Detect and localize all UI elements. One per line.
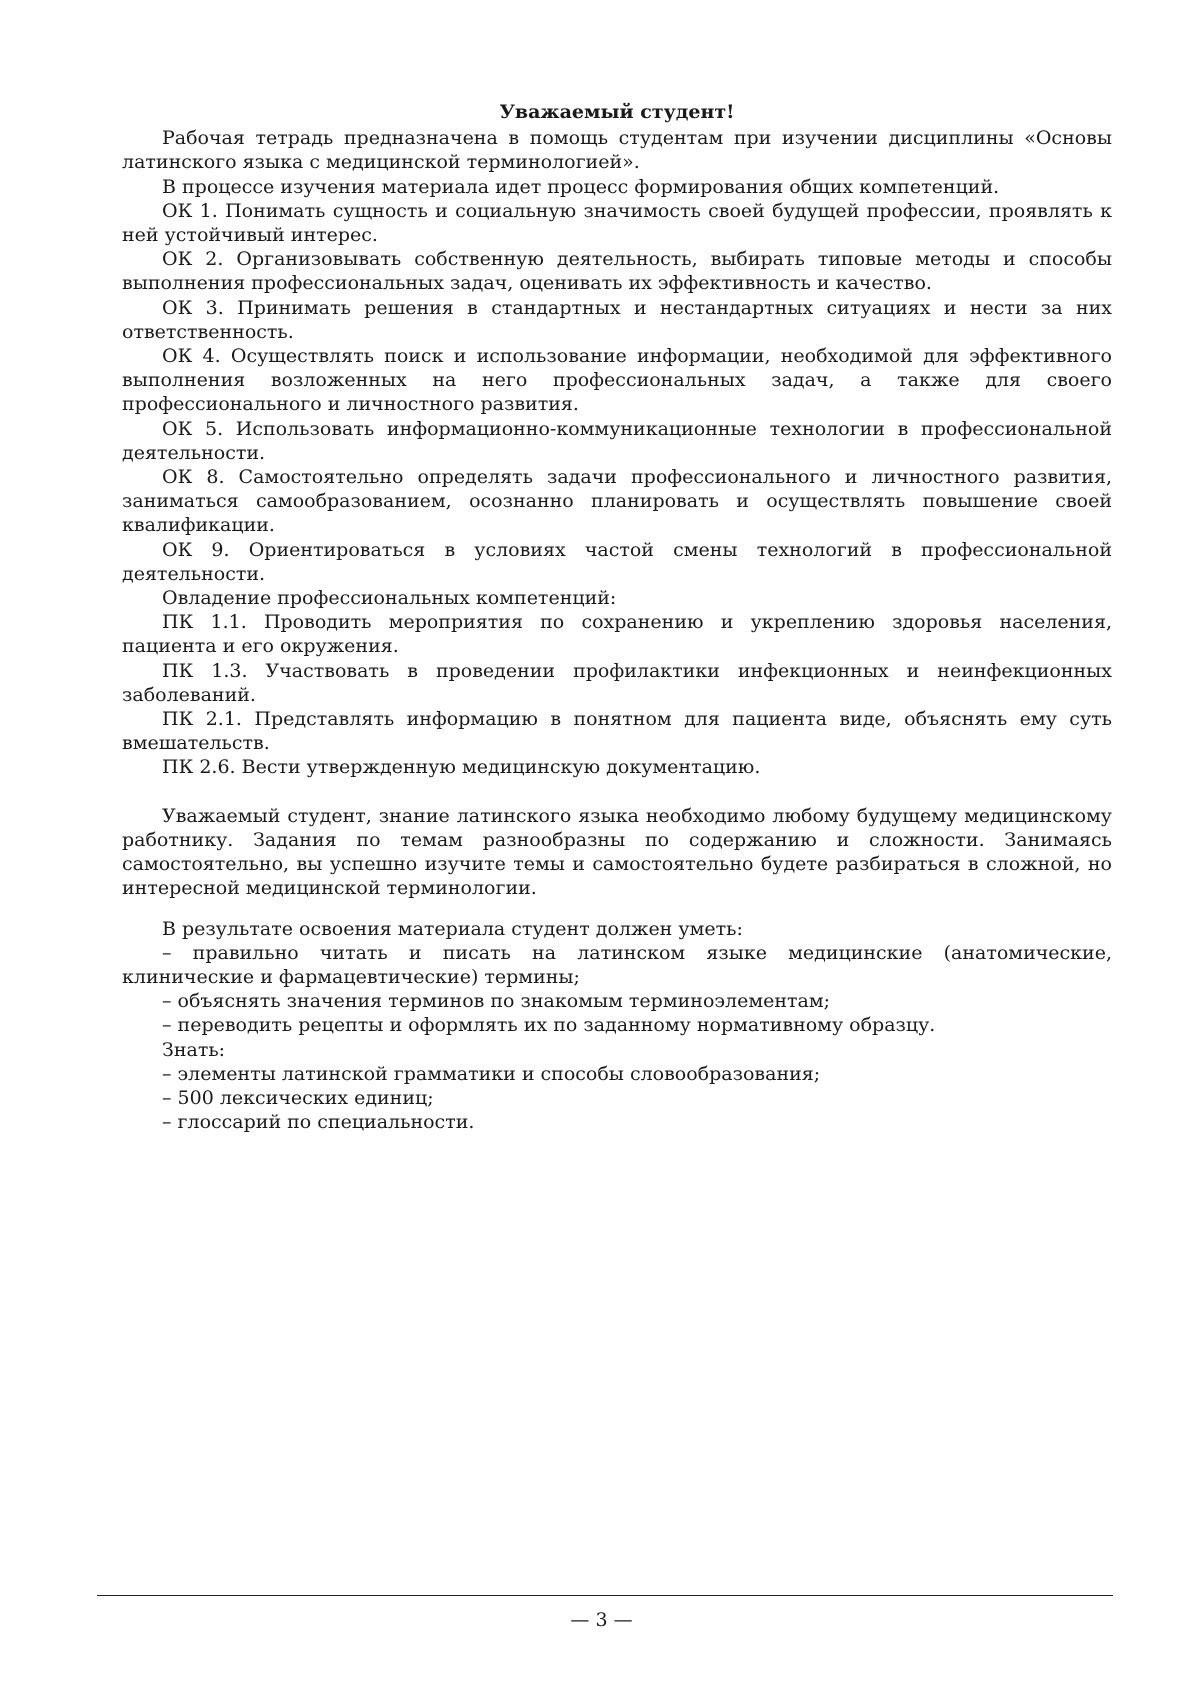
competency-ok-3: ОК 3. Принимать решения в стандартных и нестандартных ситуациях и нести за них ответственность.: [122, 296, 1112, 343]
skill-item: – объяснять значения терминов по знакомым терминоэлементам;: [162, 990, 831, 1013]
skill-item: – правильно читать и писать на латинском языке медицинские (анатомические, клинические и фармацевтические) термины;: [122, 941, 1112, 988]
paragraph-address-student: Уважаемый студент, знание латинского языка необходимо любому будущему медицинскому работнику. Задания по темам разнообразны по содержанию и сложности. Занимаясь самостоятельно, вы успешно изучите темы и самостоятельно будете разбираться в сложной, но интересной медицинской терминологии.: [122, 804, 1112, 900]
competency-ok-1: ОК 1. Понимать сущность и социальную значимость своей будущей профессии, проявлять к ней устойчивый интерес.: [122, 199, 1112, 247]
page-heading: Уважаемый студент!: [499, 101, 735, 123]
page-number: — 3 —: [570, 1609, 633, 1631]
knowledge-heading: Знать:: [162, 1038, 226, 1061]
competency-ok-5: ОК 5. Использовать информационно-коммуникационные технологии в профессиональной деятельности.: [122, 417, 1112, 464]
results-section: [122, 917, 1112, 1135]
paragraph-general-competencies: В процессе изучения материала идет процесс формирования общих компетенций.: [162, 175, 1000, 198]
intro-section: [122, 126, 1112, 779]
paragraph-professional-competencies: Овладение профессиональных компетенций:: [162, 587, 617, 610]
skill-item: – переводить рецепты и оформлять их по заданному нормативному образцу.: [162, 1014, 936, 1037]
knowledge-item: – элементы латинской грамматики и способы словообразования;: [162, 1062, 821, 1085]
competency-pk-1-1: ПК 1.1. Проводить мероприятия по сохранению и укреплению здоровья населения, пациента и его окружения.: [122, 611, 1112, 658]
competency-pk-2-1: ПК 2.1. Представлять информацию в понятном для пациента виде, объяснять ему суть вмешательств.: [122, 708, 1112, 755]
results-intro: В результате освоения материала студент должен уметь:: [162, 917, 743, 940]
competency-ok-4: ОК 4. Осуществлять поиск и использование информации, необходимой для эффективного выполнения возложенных на него профессиональных задач, а также для своего профессионального и личностного развития.: [122, 345, 1112, 416]
section-spacer: [122, 901, 1112, 917]
page-content: [122, 100, 1112, 1134]
competency-pk-1-3: ПК 1.3. Участвовать в проведении профилактики инфекционных и неинфекционных заболеваний.: [122, 659, 1112, 706]
section-spacer: [122, 780, 1112, 804]
knowledge-item: – глоссарий по специальности.: [162, 1111, 475, 1134]
paragraph-purpose: Рабочая тетрадь предназначена в помощь студентам при изучении дисциплины «Основы латинского языка с медицинской терминологией».: [122, 127, 1112, 174]
knowledge-item: – 500 лексических единиц;: [162, 1086, 434, 1109]
competency-ok-9: ОК 9. Ориентироваться в условиях частой смены технологий в профессиональной деятельности.: [122, 538, 1112, 585]
competency-ok-2: ОК 2. Организовывать собственную деятельность, выбирать типовые методы и способы выполнения профессиональных задач, оценивать их эффективность и качество.: [122, 248, 1112, 295]
competency-pk-2-6: ПК 2.6. Вести утвержденную медицинскую документацию.: [162, 756, 761, 779]
footer-divider: [97, 1595, 1113, 1596]
competency-ok-8: ОК 8. Самостоятельно определять задачи профессионального и личностного развития, заниматься самообразованием, осознанно планировать и осуществлять повышение своей квалификации.: [122, 466, 1112, 537]
